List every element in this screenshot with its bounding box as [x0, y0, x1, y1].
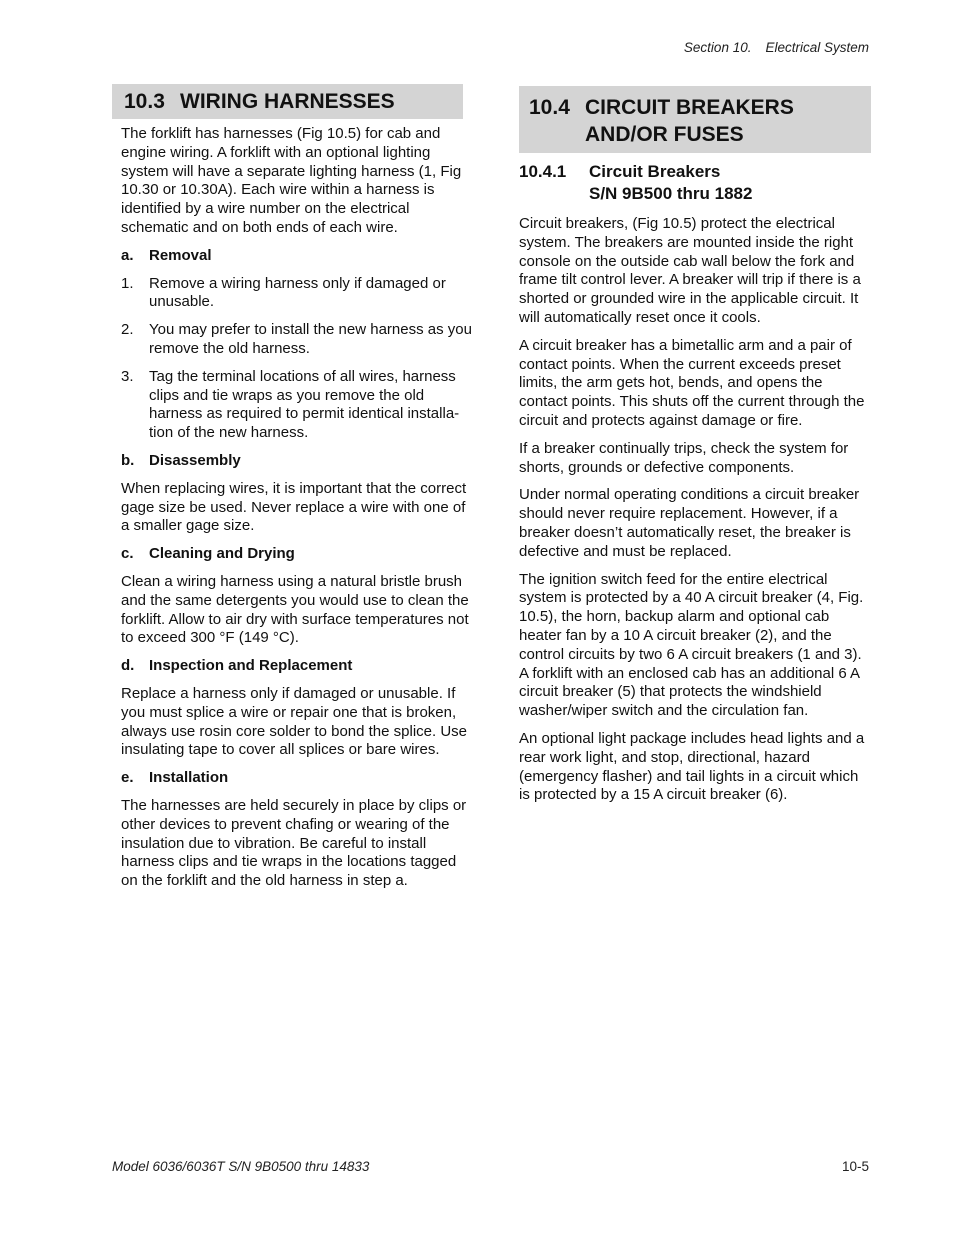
installation-paragraph: The harnesses are held securely in place by clips or other devices to prevent chafing or wearing of the insulation due to vibration. Be careful to install harness clips and tie wraps in the locations tagged on the forklift and the old harness in step a. [121, 796, 467, 890]
section-title-line2: AND/OR FUSES [585, 123, 744, 146]
section-title-line1: CIRCUIT BREAKERS [585, 96, 794, 119]
section-number: 10.4 [529, 96, 570, 119]
disassembly-paragraph: When replacing wires, it is important that the correct gage size be used. Never replace a wire with one of a smaller gage size. [121, 479, 467, 535]
section-title: WIRING HARNESSES [180, 90, 395, 113]
section-number: 10.3 [124, 90, 165, 113]
subheading-cleaning: c. Cleaning and Drying [121, 545, 295, 563]
section-heading-10-4 [519, 86, 871, 153]
subsection-title-line2: S/N 9B500 thru 1882 [589, 184, 753, 203]
subheading-disassembly: b. Disassembly [121, 451, 241, 469]
section-heading-10-3 [112, 84, 463, 119]
subsection-number: 10.4.1 [519, 162, 567, 181]
inspection-paragraph: Replace a harness only if damaged or unusable. If you must splice a wire or repair one that is broken, always use rosin core solder to bond the splice. Use insulating tape to cover all splices or bare wires. [121, 684, 468, 759]
paragraph: Under normal operating conditions a circuit breaker should never require replacement. However, if a breaker doesn’t automatically reset, the breaker is defective and must be replaced. [519, 486, 860, 560]
right-column [519, 86, 871, 814]
step-item: 1. Remove a wiring harness only if damaged or unusable. [121, 274, 446, 311]
left-column [112, 84, 472, 900]
intro-paragraph: The forklift has harnesses (Fig 10.5) for cab and engine wiring. A forklift with an optional lighting system will have a separate lighting harness (1, Fig 10.30 or 10.30A). Each wire within a harness is identified by a wire number on the electrical schematic and on both ends of each wire. [121, 125, 462, 236]
paragraph: A circuit breaker has a bimetallic arm and a pair of contact points. When the current exceeds preset limits, the arm gets hot, bends, and opens the contact points. This shuts off the current through the circuit and protects against damage or fire. [519, 336, 865, 429]
header-section: Section 10. [683, 40, 752, 55]
subsection-heading-10-4-1 [519, 161, 871, 205]
footer-model: Model 6036/6036T S/N 9B0500 thru 14833 [112, 1159, 370, 1174]
subheading-inspection: d. Inspection and Replacement [121, 657, 353, 675]
subsection-title-line1: Circuit Breakers [589, 162, 721, 181]
step-item: 3. Tag the terminal locations of all wires, harness clips and tie wraps as you remove the old harness as required to permit identical installa-tion of the new harness. [121, 367, 460, 442]
paragraph: Circuit breakers, (Fig 10.5) protect the electrical system. The breakers are mounted inside the right console on the outside cab wall below the fork and frame tilt control lever. A breaker will trip if there is a shorted or grounded wire in the applicable circuit. It will automatically reset once it cools. [519, 215, 861, 326]
removal-steps [121, 275, 472, 443]
paragraph: The ignition switch feed for the entire electrical system is protected by a 40 A circuit breaker (4, Fig. 10.5), the horn, backup alarm and optional cab heater fan by a 10 A circuit breaker (2), and the control circuits by two 6 A circuit breakers (1 and 3). A forklift with an enclosed cab has an additional 6 A circuit breaker (5) that protects the windshield washer/wiper switch and the circulation fan. [519, 570, 864, 720]
section-body [112, 125, 472, 891]
cleaning-paragraph: Clean a wiring harness using a natural bristle brush and the same detergents you would use to clean the forklift. Allow to air dry with surface temperatures not to exceed 300 °F (149 °C). [121, 572, 469, 647]
step-item: 2. You may prefer to install the new harness as you remove the old harness. [121, 321, 472, 357]
section-body [519, 161, 871, 805]
subheading-removal: a. Removal [121, 246, 212, 264]
running-header [684, 40, 869, 55]
paragraph: If a breaker continually trips, check the system for shorts, grounds or defective components. [519, 439, 849, 476]
header-title: Electrical System [765, 40, 869, 55]
subheading-installation: e. Installation [121, 769, 229, 787]
paragraph: An optional light package includes head lights and a rear work light, and stop, directional, hazard (emergency flasher) and tail lights in a circuit which is protected by a 15 A circuit breaker (6). [519, 729, 865, 804]
footer-page-number: 10-5 [841, 1159, 869, 1174]
